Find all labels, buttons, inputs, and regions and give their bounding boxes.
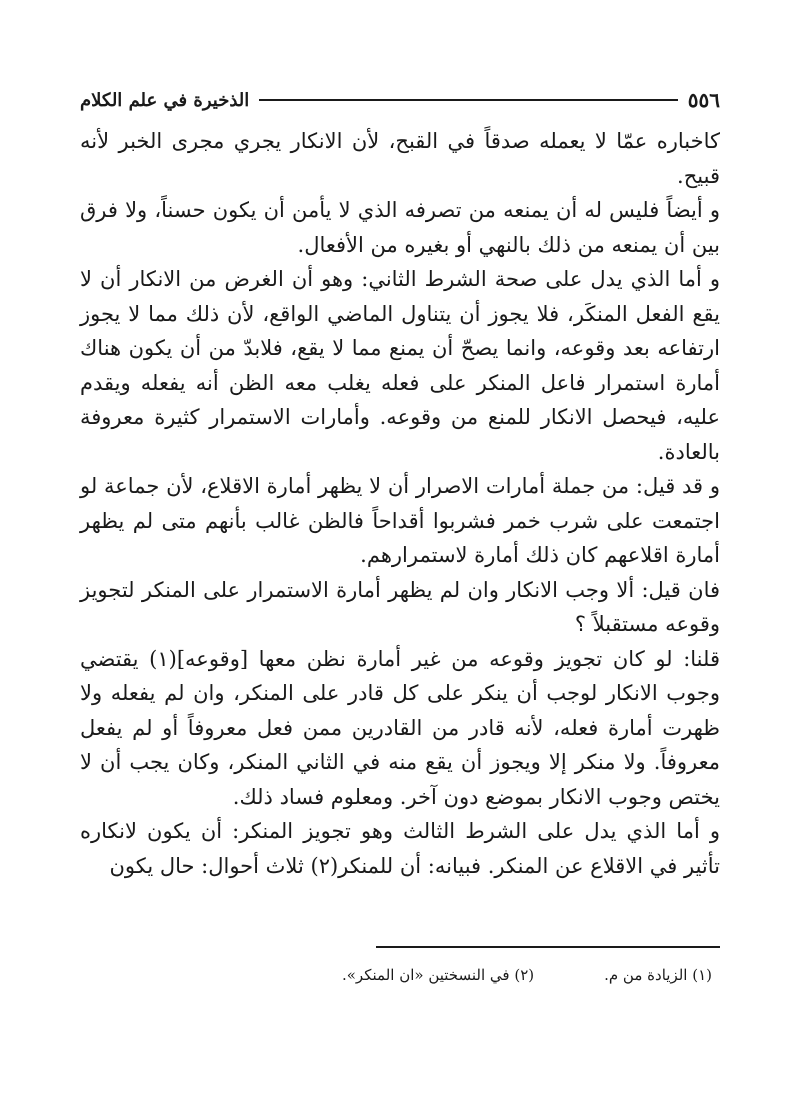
- paragraph: و أما الذي يدل على الشرط الثالث وهو تجويز المنكر: أن يكون لانكاره تأثير في الاقلاع عن المنكر. فبيانه: أن للمنكر(٢) ثلاث أحوال: حال يكون: [80, 819, 720, 878]
- page-header: [80, 80, 720, 120]
- footnote-separator: [376, 946, 720, 948]
- paragraph: و أيضاً فليس له أن يمنعه من تصرفه الذي لا يأمن أن يكون حسناً، ولا فرق بين أن يمنعه من ذلك بالنهي أو بغيره من الأفعال.: [80, 198, 720, 257]
- page-number: ٥٥٦: [687, 88, 720, 112]
- paragraph: كاخباره عمّا لا يعمله صدقاً في القبح، لأن الانكار يجري مجرى الخبر لأنه قبيح.: [80, 129, 720, 188]
- paragraph: و قد قيل: من جملة أمارات الاصرار أن لا يظهر أمارة الاقلاع، لأن جماعة لو اجتمعت على شرب خمر فشربوا أقداحاً فالظن غالب بأنهم متى لم يظهر أمارة اقلاعهم كان ذلك أمارة لاستمرارهم.: [80, 474, 720, 567]
- header-rule: [259, 99, 678, 101]
- footnote-1: (١) الزيادة من م.: [604, 966, 712, 984]
- paragraph: قلنا: لو كان تجويز وقوعه من غير أمارة نظن معها [وقوعه](١) يقتضي وجوب الانكار لوجب أن ينكر على كل قادر على المنكر، وان لم يفعله ولا ظهرت أمارة فعله، لأنه قادر من القادرين ممن فعل معروفاً أو لم يفعل معروفاً. ولا منكر إلا ويجوز أن يقع منه في الثاني المنكر، وكان يجب أن لا يختص وجوب الانكار بموضع دون آخر. ومعلوم فساد ذلك.: [80, 646, 721, 809]
- footnotes: [80, 966, 720, 984]
- book-title: الذخيرة في علم الكلام: [80, 89, 250, 111]
- paragraph: فان قيل: ألا وجب الانكار وان لم يظهر أمارة الاستمرار على المنكر لتجويز وقوعه مستقبلاً ؟: [80, 577, 720, 636]
- footnote-2: (٢) في النسختين «ان المنكر».: [341, 966, 535, 984]
- paragraph: و أما الذي يدل على صحة الشرط الثاني: وهو أن الغرض من الانكار أن لا يقع الفعل المنكَر، فلا يجوز أن يتناول الماضي الواقع، لأن ذلك مما لا يجوز ارتفاعه بعد وقوعه، وانما يصحّ أن يمنع مما لا يقع، فلابدّ من أن يكون هناك أمارة استمرار فاعل المنكر على فعله يغلب معه الظن أنه يفعله ويقدم عليه، فيحصل الانكار للمنع من وقوعه. وأمارات الاستمرار كثيرة معروفة بالعادة.: [80, 267, 721, 464]
- main-text: [80, 124, 720, 883]
